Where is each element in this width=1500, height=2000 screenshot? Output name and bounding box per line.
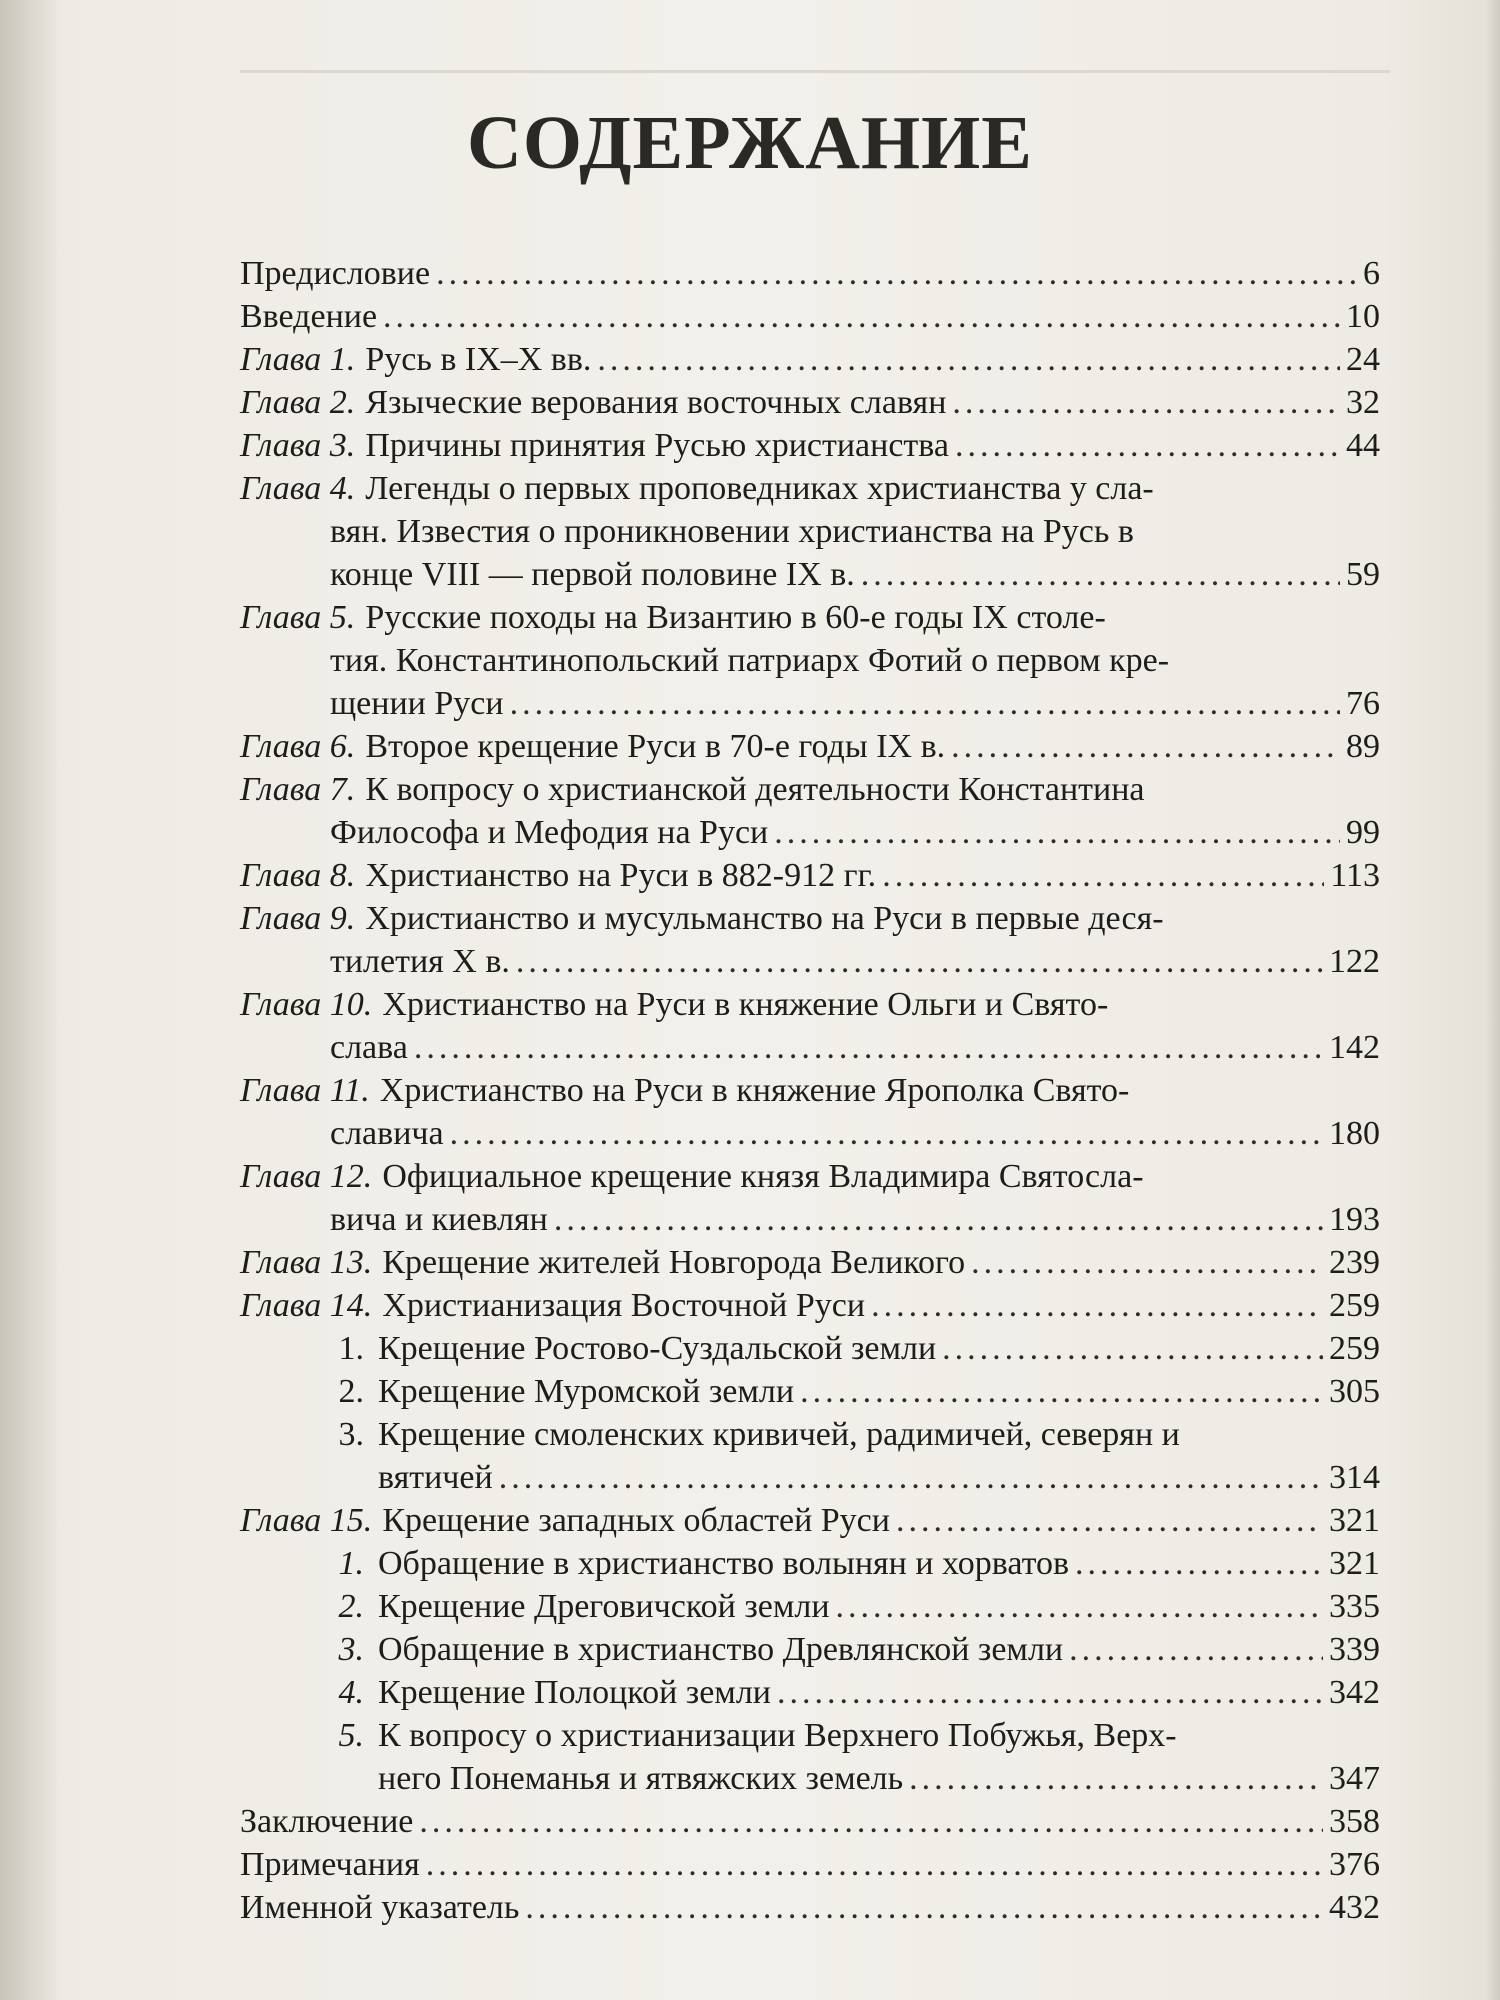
entry-title-text: К вопросу о христианизации Верхнего Побужья, Верх- bbox=[378, 1717, 1177, 1754]
toc-line bbox=[240, 467, 1380, 510]
dot-leader bbox=[882, 854, 1324, 897]
toc-entry[interactable] bbox=[240, 1843, 1380, 1886]
toc-entry[interactable] bbox=[240, 295, 1380, 338]
page-number: 113 bbox=[1330, 857, 1380, 894]
toc-subentry[interactable] bbox=[240, 1585, 1380, 1628]
toc-subentry[interactable] bbox=[240, 1671, 1380, 1714]
entry-title-text: Обращение в христианство Древлянской земли bbox=[378, 1631, 1064, 1668]
toc-entry[interactable] bbox=[240, 252, 1380, 295]
toc-line bbox=[240, 682, 1380, 725]
entry-title-text: Христианство на Руси в княжение Ярополка Свято- bbox=[379, 1072, 1130, 1109]
toc-chapter-entry[interactable] bbox=[240, 854, 1380, 897]
toc-subentry[interactable] bbox=[240, 1628, 1380, 1671]
toc-chapter-entry[interactable] bbox=[240, 725, 1380, 768]
page-number: 305 bbox=[1329, 1373, 1380, 1410]
page-number: 239 bbox=[1329, 1244, 1380, 1281]
page-number: 44 bbox=[1346, 427, 1380, 464]
toc-line bbox=[330, 1456, 1380, 1499]
dot-leader bbox=[499, 1456, 1323, 1499]
dot-leader bbox=[419, 1800, 1323, 1843]
chapter-label: Глава 15. bbox=[240, 1502, 373, 1539]
section-number: 2. bbox=[338, 1373, 364, 1410]
dot-leader bbox=[510, 682, 1340, 725]
toc-line bbox=[240, 510, 1380, 553]
toc-line bbox=[240, 381, 1380, 424]
dot-leader bbox=[1075, 1542, 1323, 1585]
toc-line bbox=[240, 1198, 1380, 1241]
toc-line bbox=[330, 1757, 1380, 1800]
page-number: 358 bbox=[1329, 1803, 1380, 1840]
toc-chapter-entry[interactable] bbox=[240, 338, 1380, 381]
toc-chapter-entry[interactable] bbox=[240, 768, 1380, 854]
chapter-label: Глава 14. bbox=[240, 1287, 373, 1324]
page-number: 347 bbox=[1329, 1760, 1380, 1797]
dot-leader bbox=[777, 1671, 1323, 1714]
dot-leader bbox=[955, 424, 1340, 467]
toc-line bbox=[330, 1327, 1380, 1370]
page-number: 432 bbox=[1329, 1889, 1380, 1926]
dot-leader bbox=[951, 725, 1340, 768]
entry-title-text: Заключение bbox=[240, 1803, 414, 1840]
page-number: 24 bbox=[1346, 341, 1380, 378]
entry-title-text: вича и киевлян bbox=[330, 1201, 548, 1238]
page-number: 59 bbox=[1346, 556, 1380, 593]
dot-leader bbox=[597, 338, 1340, 381]
faint-running-header bbox=[240, 28, 1390, 68]
toc-line bbox=[330, 1370, 1380, 1413]
toc-line bbox=[330, 1585, 1380, 1628]
toc-line bbox=[240, 897, 1380, 940]
toc-chapter-entry[interactable] bbox=[240, 1241, 1380, 1284]
dot-leader bbox=[516, 940, 1323, 983]
toc-line bbox=[240, 596, 1380, 639]
chapter-label: Глава 2. bbox=[240, 384, 356, 421]
toc-line bbox=[240, 553, 1380, 596]
toc-line bbox=[330, 1671, 1380, 1714]
chapter-label: Глава 10. bbox=[240, 986, 373, 1023]
page-number: 10 bbox=[1346, 298, 1380, 335]
dot-leader bbox=[861, 553, 1340, 596]
section-number: 3. bbox=[338, 1631, 364, 1668]
entry-title-text: Причины принятия Русью христианства bbox=[365, 427, 949, 464]
toc-subentry[interactable] bbox=[240, 1542, 1380, 1585]
chapter-label: Глава 5. bbox=[240, 599, 356, 636]
toc-subentry[interactable] bbox=[240, 1413, 1380, 1499]
toc-entry[interactable] bbox=[240, 1886, 1380, 1929]
toc-line bbox=[330, 1714, 1380, 1757]
page-title: СОДЕРЖАНИЕ bbox=[467, 101, 1033, 185]
dot-leader bbox=[1069, 1628, 1323, 1671]
page-number: 180 bbox=[1329, 1115, 1380, 1152]
entry-title-text: Крещение смоленских кривичей, радимичей, северян и bbox=[378, 1416, 1180, 1453]
dot-leader bbox=[436, 252, 1357, 295]
page-number: 339 bbox=[1329, 1631, 1380, 1668]
toc-line bbox=[330, 1413, 1380, 1456]
toc-line bbox=[240, 1499, 1380, 1542]
dot-leader bbox=[909, 1757, 1323, 1800]
toc-line bbox=[240, 811, 1380, 854]
page-number: 376 bbox=[1329, 1846, 1380, 1883]
section-number: 1. bbox=[338, 1330, 364, 1367]
toc-line bbox=[240, 1886, 1380, 1929]
chapter-label: Глава 7. bbox=[240, 771, 356, 808]
page-number: 32 bbox=[1346, 384, 1380, 421]
entry-title-text: Христианство на Руси в княжение Ольги и Свято- bbox=[382, 986, 1109, 1023]
toc-chapter-entry[interactable] bbox=[240, 596, 1380, 725]
entry-title-text: Крещение Ростово-Суздальской земли bbox=[378, 1330, 937, 1367]
page-edge-shadow bbox=[1486, 0, 1500, 2000]
chapter-label: Глава 3. bbox=[240, 427, 356, 464]
toc-line bbox=[240, 940, 1380, 983]
toc-chapter-entry[interactable] bbox=[240, 424, 1380, 467]
entry-title-text: вян. Известия о проникновении христианства на Русь в bbox=[330, 513, 1134, 550]
page-number: 314 bbox=[1329, 1459, 1380, 1496]
dot-leader bbox=[383, 295, 1340, 338]
page-number: 142 bbox=[1329, 1029, 1380, 1066]
entry-title-text: него Понеманья и ятвяжских земель bbox=[378, 1760, 904, 1797]
dot-leader bbox=[525, 1886, 1323, 1929]
entry-title-text: К вопросу о христианской деятельности Константина bbox=[365, 771, 1145, 808]
section-number: 1. bbox=[338, 1545, 364, 1582]
toc-line bbox=[240, 1284, 1380, 1327]
toc-chapter-entry[interactable] bbox=[240, 1155, 1380, 1241]
entry-title-text: Языческие верования восточных славян bbox=[365, 384, 947, 421]
entry-title-text: Христианизация Восточной Руси bbox=[382, 1287, 866, 1324]
toc-line bbox=[240, 424, 1380, 467]
entry-title-text: Крещение жителей Новгорода Великого bbox=[382, 1244, 966, 1281]
entry-title-text: Крещение Дреговичской земли bbox=[378, 1588, 830, 1625]
toc-line bbox=[330, 1542, 1380, 1585]
toc-chapter-entry[interactable] bbox=[240, 1284, 1380, 1327]
entry-title-text: вятичей bbox=[378, 1459, 493, 1496]
toc-line bbox=[330, 1628, 1380, 1671]
dot-leader bbox=[942, 1327, 1323, 1370]
toc-chapter-entry[interactable] bbox=[240, 897, 1380, 983]
entry-title-text: Предисловие bbox=[240, 255, 431, 292]
toc-line bbox=[240, 1069, 1380, 1112]
entry-title-text: Крещение Муромской земли bbox=[378, 1373, 795, 1410]
toc-subentry[interactable] bbox=[240, 1370, 1380, 1413]
toc-chapter-entry[interactable] bbox=[240, 467, 1380, 596]
page-number: 259 bbox=[1329, 1287, 1380, 1324]
entry-title-text: Философа и Мефодия на Руси bbox=[330, 814, 769, 851]
page-number: 99 bbox=[1346, 814, 1380, 851]
page-number: 321 bbox=[1329, 1545, 1380, 1582]
toc-line bbox=[240, 768, 1380, 811]
page-number: 321 bbox=[1329, 1502, 1380, 1539]
entry-title-text: Легенды о первых проповедниках христианства у сла- bbox=[365, 470, 1154, 507]
toc-line bbox=[240, 1112, 1380, 1155]
running-header-rule bbox=[240, 70, 1390, 73]
toc-line bbox=[240, 639, 1380, 682]
toc-subentry[interactable] bbox=[240, 1714, 1380, 1800]
toc-line bbox=[240, 338, 1380, 381]
toc-line bbox=[240, 1155, 1380, 1198]
table-of-contents bbox=[240, 252, 1380, 1929]
chapter-label: Глава 6. bbox=[240, 728, 356, 765]
section-number: 2. bbox=[338, 1588, 364, 1625]
chapter-label: Глава 4. bbox=[240, 470, 356, 507]
page-number: 335 bbox=[1329, 1588, 1380, 1625]
entry-title-text: Христианство и мусульманство на Руси в первые деся- bbox=[365, 900, 1164, 937]
toc-line bbox=[240, 1800, 1380, 1843]
dot-leader bbox=[554, 1198, 1323, 1241]
chapter-label: Глава 9. bbox=[240, 900, 356, 937]
toc-chapter-entry[interactable] bbox=[240, 1069, 1380, 1155]
entry-title-text: слава bbox=[330, 1029, 408, 1066]
entry-title-text: Именной указатель bbox=[240, 1889, 520, 1926]
page-number: 89 bbox=[1346, 728, 1380, 765]
dot-leader bbox=[952, 381, 1340, 424]
entry-title-text: щении Руси bbox=[330, 685, 504, 722]
entry-title-text: Русские походы на Византию в 60-е годы IX столе- bbox=[365, 599, 1106, 636]
page-gutter-shadow bbox=[0, 0, 60, 2000]
toc-line bbox=[240, 983, 1380, 1026]
section-number: 4. bbox=[338, 1674, 364, 1711]
toc-line bbox=[240, 252, 1380, 295]
entry-title-text: тилетия X в. bbox=[330, 943, 510, 980]
dot-leader bbox=[871, 1284, 1323, 1327]
toc-subentry[interactable] bbox=[240, 1327, 1380, 1370]
page-number: 6 bbox=[1363, 255, 1380, 292]
entry-title-text: Второе крещение Руси в 70-е годы IX в. bbox=[365, 728, 946, 765]
toc-entry[interactable] bbox=[240, 1800, 1380, 1843]
entry-title-text: тия. Константинопольский патриарх Фотий о первом кре- bbox=[330, 642, 1170, 679]
entry-title-text: Официальное крещение князя Владимира Святосла- bbox=[382, 1158, 1144, 1195]
entry-title-text: Крещение западных областей Руси bbox=[382, 1502, 890, 1539]
page-number: 342 bbox=[1329, 1674, 1380, 1711]
entry-title-text: Крещение Полоцкой земли bbox=[378, 1674, 771, 1711]
dot-leader bbox=[971, 1241, 1323, 1284]
page-number: 193 bbox=[1329, 1201, 1380, 1238]
toc-line bbox=[240, 1843, 1380, 1886]
toc-chapter-entry[interactable] bbox=[240, 381, 1380, 424]
dot-leader bbox=[800, 1370, 1323, 1413]
section-number: 3. bbox=[338, 1416, 364, 1453]
entry-title-text: конце VIII — первой половине IX в. bbox=[330, 556, 855, 593]
entry-title-text: Введение bbox=[240, 298, 378, 335]
chapter-label: Глава 11. bbox=[240, 1072, 370, 1109]
dot-leader bbox=[836, 1585, 1323, 1628]
toc-chapter-entry[interactable] bbox=[240, 983, 1380, 1069]
chapter-label: Глава 12. bbox=[240, 1158, 373, 1195]
entry-title-text: Обращение в христианство волынян и хорватов bbox=[378, 1545, 1070, 1582]
dot-leader bbox=[896, 1499, 1323, 1542]
page-number: 259 bbox=[1329, 1330, 1380, 1367]
section-number: 5. bbox=[338, 1717, 364, 1754]
dot-leader bbox=[450, 1112, 1323, 1155]
page-number: 76 bbox=[1346, 685, 1380, 722]
dot-leader bbox=[414, 1026, 1323, 1069]
chapter-label: Глава 8. bbox=[240, 857, 356, 894]
dot-leader bbox=[774, 811, 1340, 854]
toc-line bbox=[240, 295, 1380, 338]
toc-chapter-entry[interactable] bbox=[240, 1499, 1380, 1542]
toc-line bbox=[240, 725, 1380, 768]
entry-title-text: Русь в IX–X вв. bbox=[365, 341, 592, 378]
toc-line bbox=[240, 1026, 1380, 1069]
toc-line bbox=[240, 1241, 1380, 1284]
entry-title-text: Христианство на Руси в 882-912 гг. bbox=[365, 857, 877, 894]
dot-leader bbox=[426, 1843, 1323, 1886]
page-number: 122 bbox=[1329, 943, 1380, 980]
toc-line bbox=[240, 854, 1380, 897]
entry-title-text: Примечания bbox=[240, 1846, 420, 1883]
chapter-label: Глава 1. bbox=[240, 341, 356, 378]
entry-title-text: славича bbox=[330, 1115, 444, 1152]
chapter-label: Глава 13. bbox=[240, 1244, 373, 1281]
